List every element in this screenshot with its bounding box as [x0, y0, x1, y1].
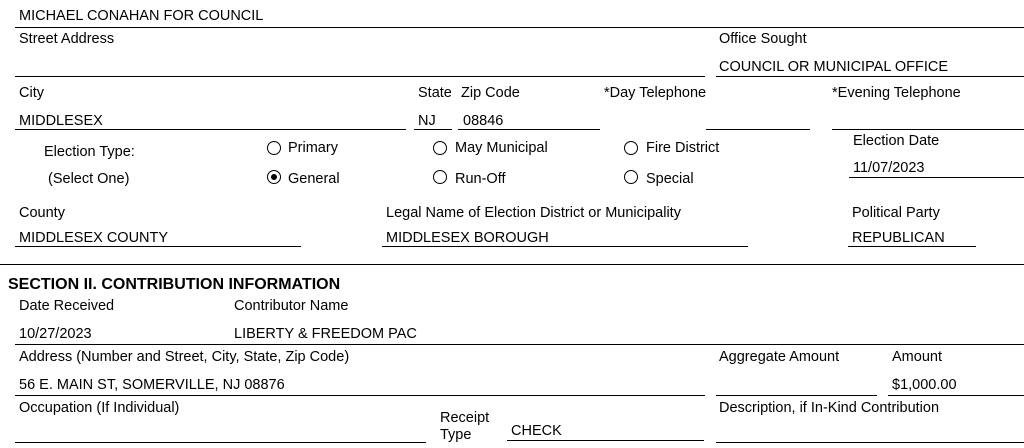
radio-fire-district-label: Fire District: [646, 140, 720, 156]
legal-name-line: [382, 246, 748, 247]
address-value[interactable]: 56 E. MAIN ST, SOMERVILLE, NJ 08876: [19, 377, 285, 393]
state-label: State: [418, 85, 452, 101]
receipt-label: Receipt: [440, 410, 490, 426]
radio-general[interactable]: [267, 170, 281, 184]
description-label: Description, if In-Kind Contribution: [719, 400, 940, 416]
select-one-label: (Select One): [48, 171, 130, 187]
section-divider: [0, 264, 1024, 265]
radio-special-label: Special: [646, 171, 694, 187]
aggregate-amount-line: [716, 395, 877, 396]
legal-name-label: Legal Name of Election District or Municipality: [386, 205, 681, 221]
occupation-line: [15, 442, 426, 443]
street-address-line: [15, 76, 705, 77]
political-party-label: Political Party: [852, 205, 940, 221]
occupation-label: Occupation (If Individual): [19, 400, 180, 416]
evening-phone-label: *Evening Telephone: [832, 85, 961, 101]
zip-label: Zip Code: [461, 85, 520, 101]
date-received-value[interactable]: 10/27/2023: [19, 326, 92, 342]
zip-line: [458, 129, 600, 130]
state-line: [414, 129, 452, 130]
section-heading: SECTION II. CONTRIBUTION INFORMATION: [8, 276, 341, 293]
radio-special[interactable]: [624, 170, 638, 184]
street-address-label: Street Address: [19, 31, 115, 47]
office-sought-label: Office Sought: [719, 31, 807, 47]
county-line: [15, 246, 301, 247]
political-party-value[interactable]: REPUBLICAN: [852, 230, 945, 246]
zip-value[interactable]: 08846: [463, 113, 504, 129]
day-phone-label: *Day Telephone: [604, 85, 707, 101]
receipt-type-value[interactable]: CHECK: [511, 423, 562, 439]
radio-fire-district[interactable]: [624, 141, 638, 155]
election-date-value[interactable]: 11/07/2023: [853, 160, 925, 176]
type-label: Type: [440, 427, 472, 443]
evening-phone-line: [832, 129, 1024, 130]
contributor-line: [15, 344, 1024, 345]
amount-value[interactable]: $1,000.00: [892, 377, 957, 393]
contributor-name-value[interactable]: LIBERTY & FREEDOM PAC: [234, 326, 417, 342]
office-sought-line: [716, 76, 1024, 77]
office-sought-value[interactable]: COUNCIL OR MUNICIPAL OFFICE: [719, 59, 949, 75]
radio-may-municipal-label: May Municipal: [455, 140, 548, 156]
contributor-name-label: Contributor Name: [234, 298, 349, 314]
radio-run-off-label: Run-Off: [455, 171, 506, 187]
county-value[interactable]: MIDDLESEX COUNTY: [19, 230, 169, 246]
election-date-line: [849, 177, 1024, 178]
amount-line: [888, 395, 1024, 396]
radio-primary[interactable]: [267, 141, 281, 155]
address-label: Address (Number and Street, City, State, Zip Code): [19, 349, 350, 365]
election-type-label: Election Type:: [44, 144, 135, 160]
city-line: [15, 129, 406, 130]
state-value[interactable]: NJ: [418, 113, 436, 129]
date-received-label: Date Received: [19, 298, 115, 314]
amount-label: Amount: [892, 349, 942, 365]
legal-name-value[interactable]: MIDDLESEX BOROUGH: [386, 230, 549, 246]
radio-may-municipal[interactable]: [433, 141, 447, 155]
receipt-type-line: [507, 440, 704, 441]
day-phone-line: [706, 129, 810, 130]
city-value[interactable]: MIDDLESEX: [19, 113, 103, 129]
county-label: County: [19, 205, 65, 221]
radio-run-off[interactable]: [433, 170, 447, 184]
divider: [15, 27, 1024, 28]
description-line: [716, 442, 1024, 443]
aggregate-amount-label: Aggregate Amount: [719, 349, 840, 365]
political-party-line: [848, 246, 976, 247]
city-label: City: [19, 85, 44, 101]
committee-name: MICHAEL CONAHAN FOR COUNCIL: [19, 8, 264, 24]
radio-primary-label: Primary: [288, 140, 338, 156]
radio-general-label: General: [288, 171, 340, 187]
election-date-label: Election Date: [853, 133, 940, 149]
address-line: [15, 395, 705, 396]
